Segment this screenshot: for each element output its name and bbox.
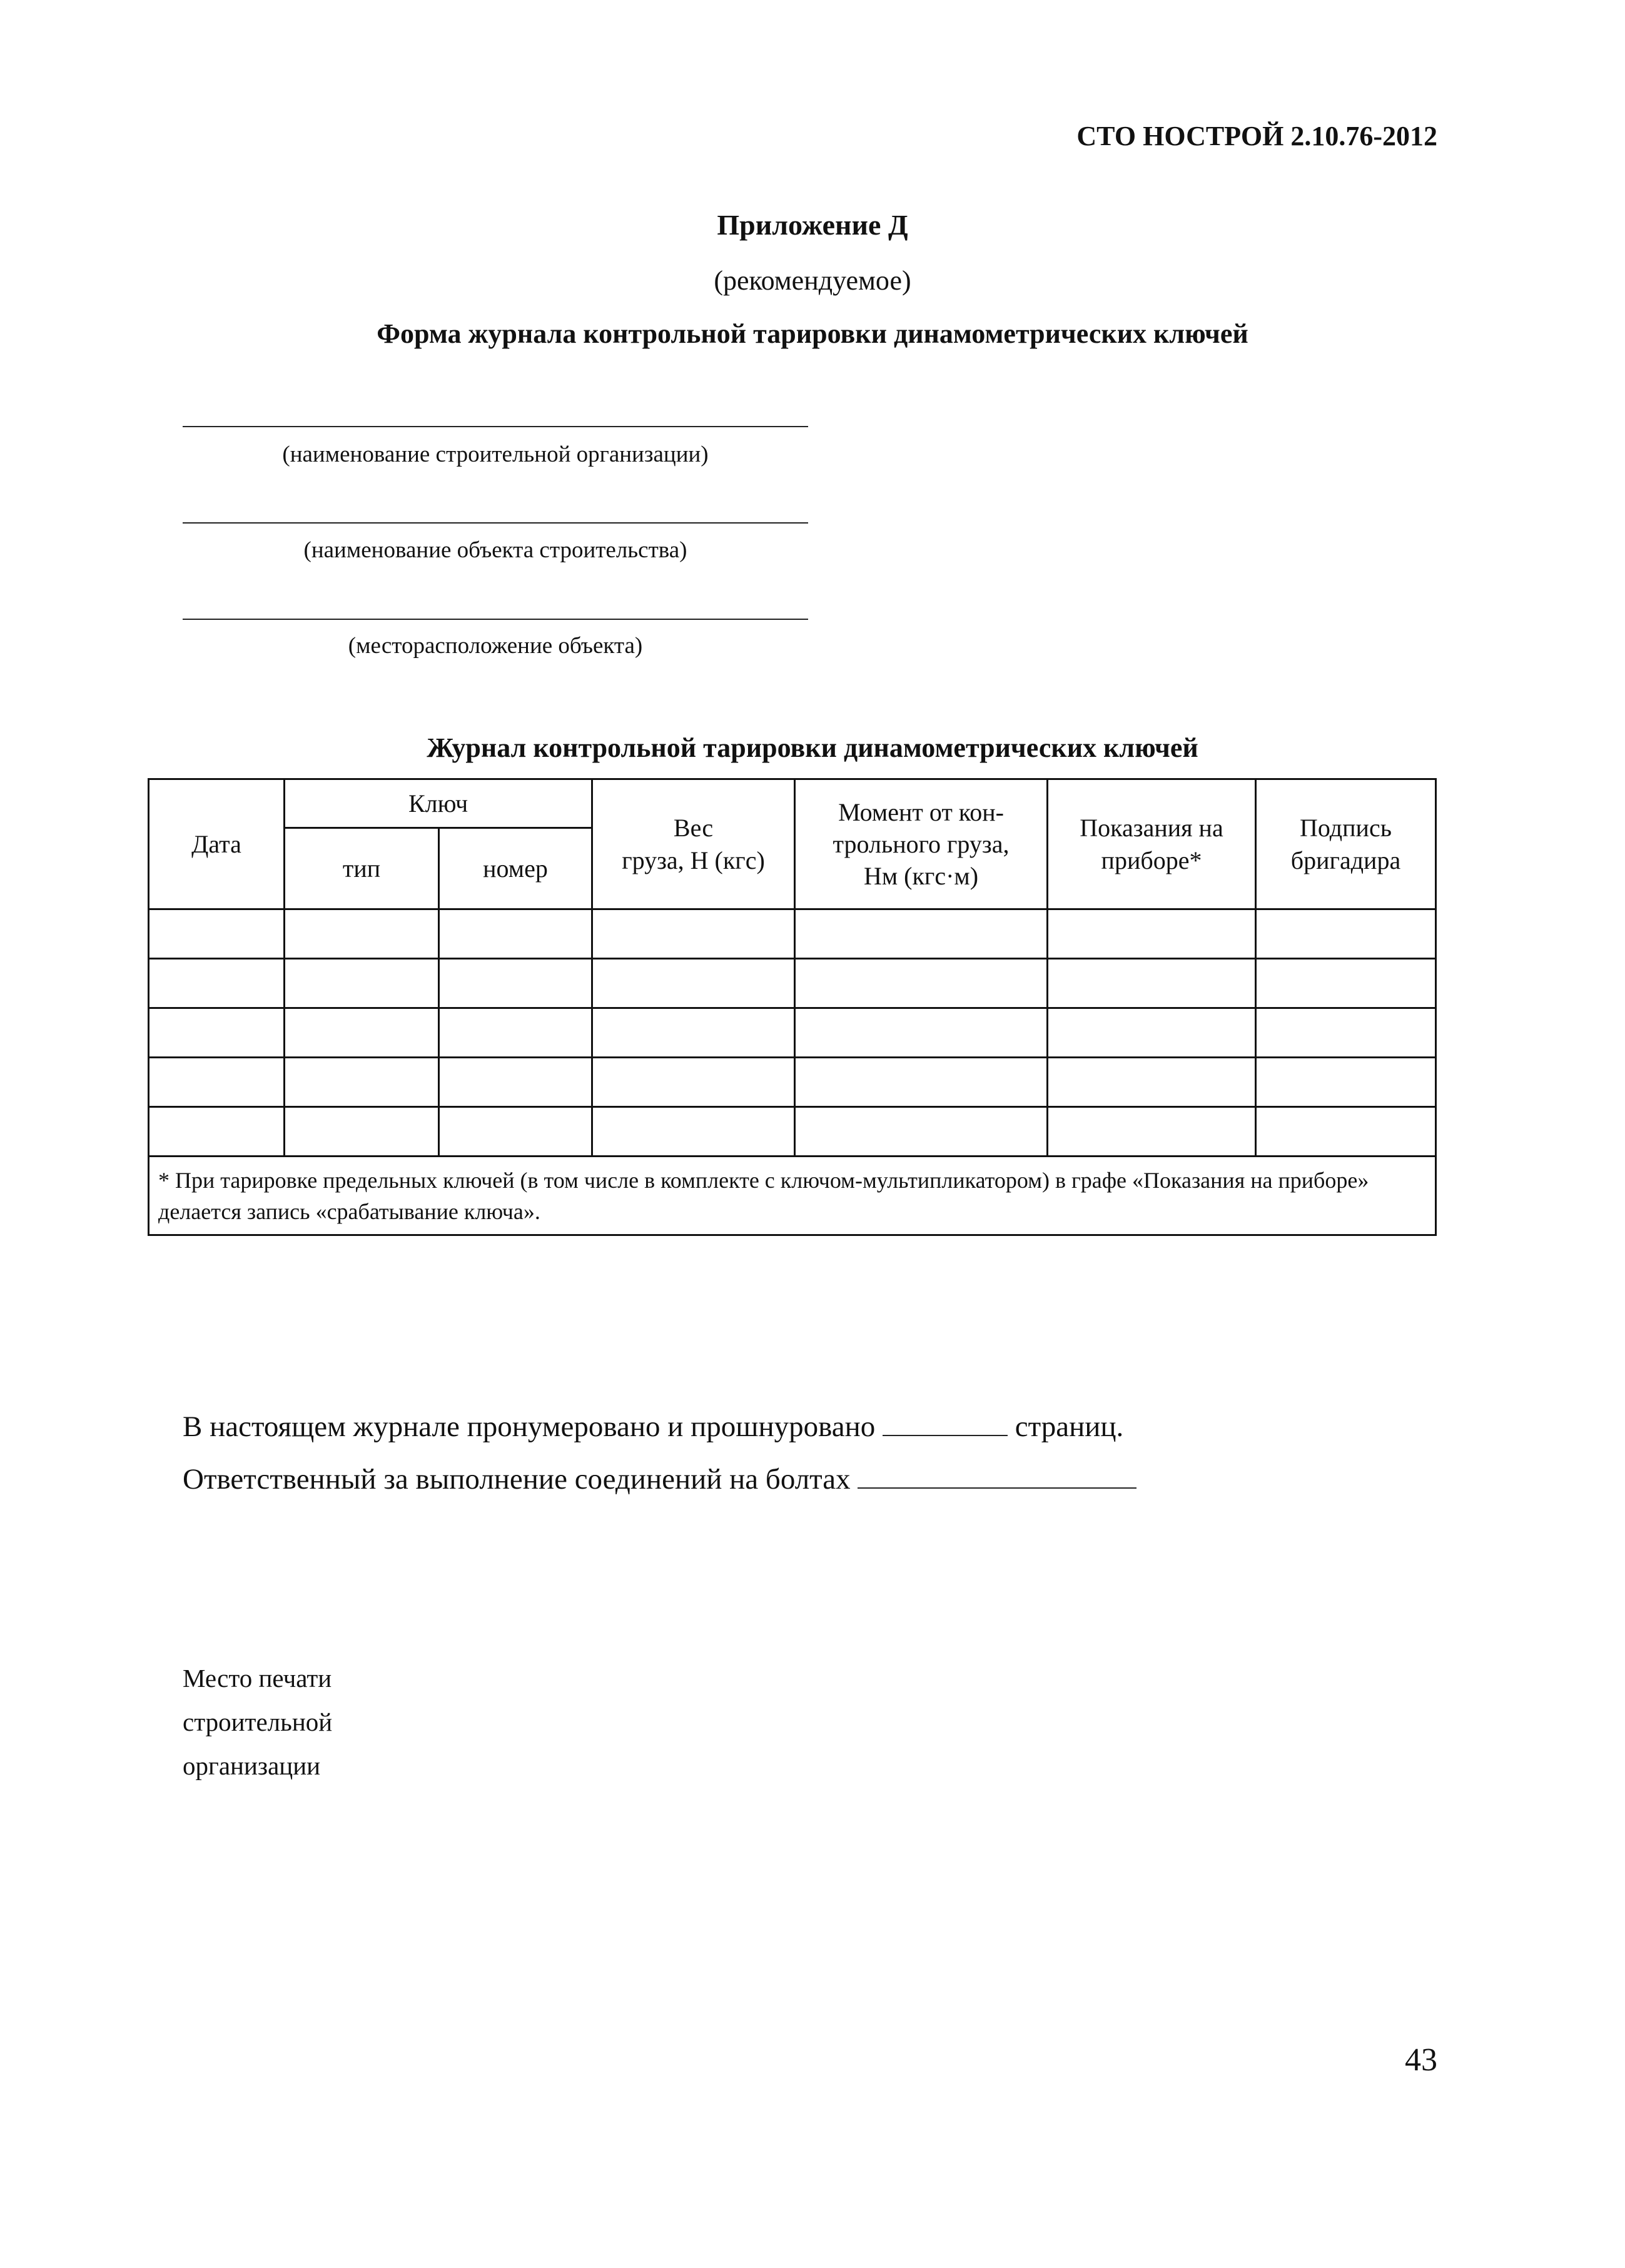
table-cell xyxy=(1048,1058,1256,1107)
table-cell xyxy=(1256,1058,1436,1107)
pages-statement xyxy=(183,1410,1123,1444)
journal-table xyxy=(148,778,1437,1236)
col-header-key-type: тип xyxy=(285,828,439,909)
organization-name-caption: (наименование строительной организации) xyxy=(282,442,709,467)
table-header-row xyxy=(149,779,1436,828)
responsible-name-blank xyxy=(858,1464,1136,1489)
pages-statement-suffix: страниц. xyxy=(1015,1410,1124,1443)
form-title: Форма журнала контрольной тарировки динамометрических ключей xyxy=(377,318,1248,349)
stamp-place xyxy=(183,1656,332,1788)
table-cell xyxy=(592,959,795,1008)
table-cell xyxy=(285,959,439,1008)
organization-name-line xyxy=(183,426,808,427)
table-cell xyxy=(285,1008,439,1058)
table-row xyxy=(149,959,1436,1008)
responsible-statement-prefix: Ответственный за выполнение соединений на болтах xyxy=(183,1463,851,1496)
table-cell xyxy=(1256,1008,1436,1058)
table-cell xyxy=(795,1107,1048,1157)
table-cell xyxy=(439,959,592,1008)
object-location-line xyxy=(183,619,808,620)
table-cell xyxy=(592,909,795,959)
pages-count-blank xyxy=(883,1411,1008,1436)
col-header-key: Ключ xyxy=(285,779,592,828)
table-cell xyxy=(149,959,285,1008)
table-cell xyxy=(439,909,592,959)
table-footnote-row xyxy=(149,1157,1436,1235)
page-number: 43 xyxy=(1405,2042,1437,2078)
table-cell xyxy=(592,1008,795,1058)
object-name-line xyxy=(183,522,808,524)
standard-code: СТО НОСТРОЙ 2.10.76-2012 xyxy=(1076,121,1437,151)
table-cell xyxy=(592,1058,795,1107)
responsible-statement xyxy=(183,1462,1136,1496)
appendix-title: Приложение Д xyxy=(717,209,908,241)
table-cell xyxy=(149,1058,285,1107)
table-row xyxy=(149,1008,1436,1058)
col-header-signature: Подпись бригадира xyxy=(1256,779,1436,909)
col-header-moment: Момент от кон- трольного груза, Нм (кгс·м) xyxy=(795,779,1048,909)
table-cell xyxy=(149,1008,285,1058)
stamp-line: организации xyxy=(183,1751,321,1780)
table-cell xyxy=(285,1058,439,1107)
table-cell xyxy=(439,1058,592,1107)
table-cell xyxy=(149,1107,285,1157)
col-header-readings: Показания на приборе* xyxy=(1048,779,1256,909)
table-cell xyxy=(1048,909,1256,959)
pages-statement-prefix: В настоящем журнале пронумеровано и прошнуровано xyxy=(183,1410,876,1443)
table-cell xyxy=(795,1008,1048,1058)
table-cell xyxy=(1048,1008,1256,1058)
table-cell xyxy=(1048,959,1256,1008)
col-header-key-number: номер xyxy=(439,828,592,909)
col-header-weight: Вес груза, Н (кгс) xyxy=(592,779,795,909)
object-name-caption: (наименование объекта строительства) xyxy=(303,537,687,563)
table-cell xyxy=(1256,909,1436,959)
table-row xyxy=(149,1107,1436,1157)
table-cell xyxy=(1256,1107,1436,1157)
table-cell xyxy=(795,959,1048,1008)
table-row xyxy=(149,909,1436,959)
table-cell xyxy=(285,1107,439,1157)
object-location-caption: (месторасположение объекта) xyxy=(348,633,643,659)
table-footnote: * При тарировке предельных ключей (в том числе в комплекте с ключом-мультипликатором) в графе «Показания на приборе» делается запись «срабатывание ключа». xyxy=(149,1157,1436,1235)
stamp-line: Место печати xyxy=(183,1664,332,1693)
appendix-subtitle: (рекомендуемое) xyxy=(714,265,911,296)
table-cell xyxy=(1048,1107,1256,1157)
table-cell xyxy=(795,1058,1048,1107)
table-cell xyxy=(439,1008,592,1058)
table-cell xyxy=(795,909,1048,959)
col-header-date: Дата xyxy=(149,779,285,909)
table-row xyxy=(149,1058,1436,1107)
stamp-line: строительной xyxy=(183,1708,333,1736)
table-cell xyxy=(439,1107,592,1157)
journal-title: Журнал контрольной тарировки динамометрических ключей xyxy=(427,732,1198,763)
table-cell xyxy=(285,909,439,959)
table-cell xyxy=(149,909,285,959)
table-cell xyxy=(1256,959,1436,1008)
table-cell xyxy=(592,1107,795,1157)
